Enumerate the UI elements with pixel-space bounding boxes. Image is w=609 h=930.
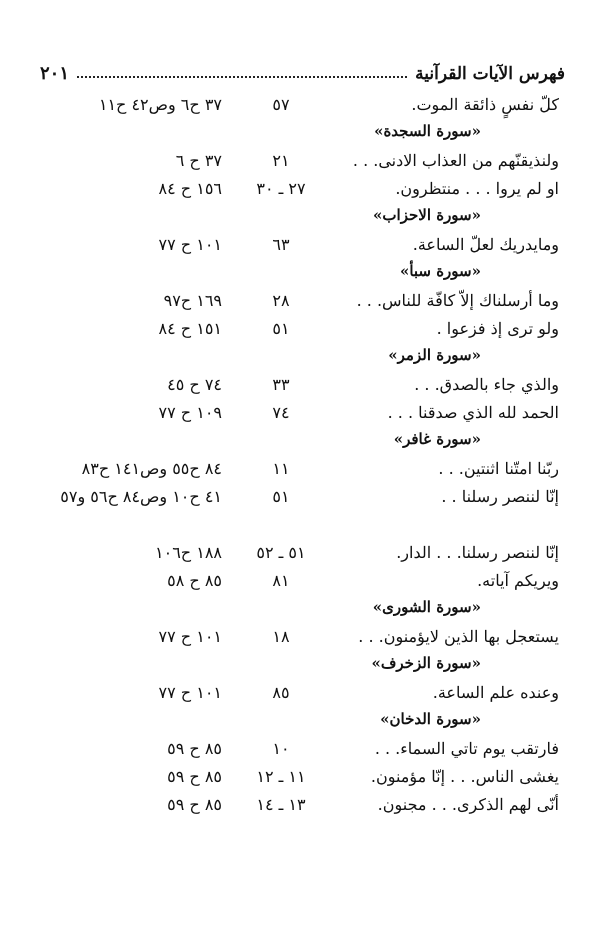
verse-text: يغشى الناس. . . إنّا مؤمنون. (370, 767, 559, 786)
verse-entry (0, 315, 609, 343)
verse-number: ١١ ـ ١٢ (256, 767, 306, 786)
surah-heading (0, 651, 609, 679)
page-header (40, 58, 565, 84)
verse-text: وعنده علم الساعة. (432, 683, 559, 702)
verse-text: ولو ترى إذ فزعوا . (436, 319, 559, 338)
surah-heading (0, 343, 609, 371)
verse-entry (0, 483, 609, 539)
verse-text: ربّنا امتّنا اثنتين. . . (438, 459, 559, 478)
verse-number: ٣٣ (272, 375, 290, 394)
verse-text: إنّا لننصر رسلنا . . (441, 487, 559, 506)
verse-number: ١٨ (272, 627, 290, 646)
verse-text: الحمد لله الذي صدقنا . . . (387, 403, 559, 422)
verse-text: أنّى لهم الذكرى. . . مجنون. (377, 795, 559, 814)
verse-entry (0, 763, 609, 791)
surah-title: «سورة غافر» (393, 430, 481, 448)
surah-heading (0, 119, 609, 147)
verse-number: ٥١ (272, 319, 290, 338)
verse-entry (0, 735, 609, 763)
page-reference: ٣٧ ح ٦ (175, 151, 222, 170)
page-reference: ١٠١ ح ٧٧ (158, 683, 222, 702)
verse-entry (0, 679, 609, 707)
verse-entry (0, 231, 609, 259)
page-reference: ١٠٩ ح ٧٧ (158, 403, 222, 422)
page-reference: ٨٥ ح ٥٩ (167, 739, 222, 758)
verse-entry (0, 455, 609, 483)
surah-heading (0, 707, 609, 735)
verse-text: ويريكم آياته. (477, 571, 559, 590)
page-reference: ١٠١ ح ٧٧ (158, 235, 222, 254)
verse-text: او لم يروا . . . منتظرون. (395, 179, 559, 198)
surah-title: «سورة الزمر» (388, 346, 481, 364)
verse-entry (0, 539, 609, 567)
index-title: فهرس الآيات القرآنية (415, 64, 565, 84)
verse-number: ٨٥ (272, 683, 290, 702)
verse-entry (0, 287, 609, 315)
page-reference: ١٠١ ح ٧٧ (158, 627, 222, 646)
page-reference: ٨٥ ح ٥٩ (167, 767, 222, 786)
page-reference: ٣٧ ح٦ وص٤٢ ح١١ (98, 95, 222, 114)
surah-title: «سورة السجدة» (374, 122, 481, 140)
verse-number: ٨١ (272, 571, 290, 590)
page-reference: ١٦٩ ح٩٧ (163, 291, 222, 310)
verse-number: ٢١ (272, 151, 290, 170)
surah-heading (0, 203, 609, 231)
page-reference: ١٥١ ح ٨٤ (158, 319, 222, 338)
dotted-leader (77, 76, 407, 78)
surah-heading (0, 595, 609, 623)
verse-number: ٢٨ (272, 291, 290, 310)
verse-text: يستعجل بها الذين لايؤمنون. . . (358, 627, 559, 646)
page-reference: ٨٤ ح٥٥ وص١٤١ ح٨٣ (81, 459, 222, 478)
verse-number: ٥٧ (272, 95, 290, 114)
verse-text: وما أرسلناك إلاّ كافّة للناس. . . (356, 291, 559, 310)
verse-number: ١١ (272, 459, 290, 478)
surah-title: «سورة الدخان» (380, 710, 481, 728)
surah-title: «سورة سبأ» (399, 262, 481, 280)
verse-text: والذي جاء بالصدق. . . (414, 375, 559, 394)
verse-entry (0, 91, 609, 119)
verse-entry (0, 791, 609, 819)
surah-heading (0, 427, 609, 455)
page-reference: ٧٤ ح ٤٥ (167, 375, 222, 394)
page-reference: ٨٥ ح ٥٩ (167, 795, 222, 814)
verse-number: ١٠ (272, 739, 290, 758)
verse-text: إنّا لننصر رسلنا. . . الدار. (396, 543, 559, 562)
page-reference: ١٥٦ ح ٨٤ (158, 179, 222, 198)
surah-title: «سورة الشورى» (372, 598, 481, 616)
verse-number: ٥١ ـ ٥٢ (256, 543, 306, 562)
verse-text: ولنذيقنّهم من العذاب الادنى. . . (352, 151, 559, 170)
verse-number: ٥١ (272, 487, 290, 506)
verse-text: كلّ نفسٍ ذائقة الموت. (411, 95, 559, 114)
verse-entry (0, 399, 609, 427)
verse-number: ١٣ ـ ١٤ (256, 795, 306, 814)
verse-entry (0, 623, 609, 651)
verse-entry (0, 567, 609, 595)
page-reference: ١٨٨ ح١٠٦ (155, 543, 222, 562)
verse-text: ومايدريك لعلّ الساعة. (412, 235, 559, 254)
surah-title: «سورة الزخرف» (371, 654, 481, 672)
surah-heading (0, 259, 609, 287)
verse-entry (0, 371, 609, 399)
surah-title: «سورة الاحزاب» (373, 206, 481, 224)
page-reference: ٨٥ ح ٥٨ (167, 571, 222, 590)
verse-text: فارتقب يوم تاتي السماء. . . (374, 739, 559, 758)
verse-number: ٧٤ (272, 403, 290, 422)
page-reference: ٤١ ح١٠ وص٨٤ ح٥٦ و٥٧ (60, 487, 222, 506)
verse-number: ٢٧ ـ ٣٠ (256, 179, 306, 198)
verse-entry (0, 175, 609, 203)
verse-entry (0, 147, 609, 175)
verse-index-list (0, 91, 609, 819)
page-number: ٢٠١ (40, 63, 70, 84)
verse-number: ٦٣ (272, 235, 290, 254)
